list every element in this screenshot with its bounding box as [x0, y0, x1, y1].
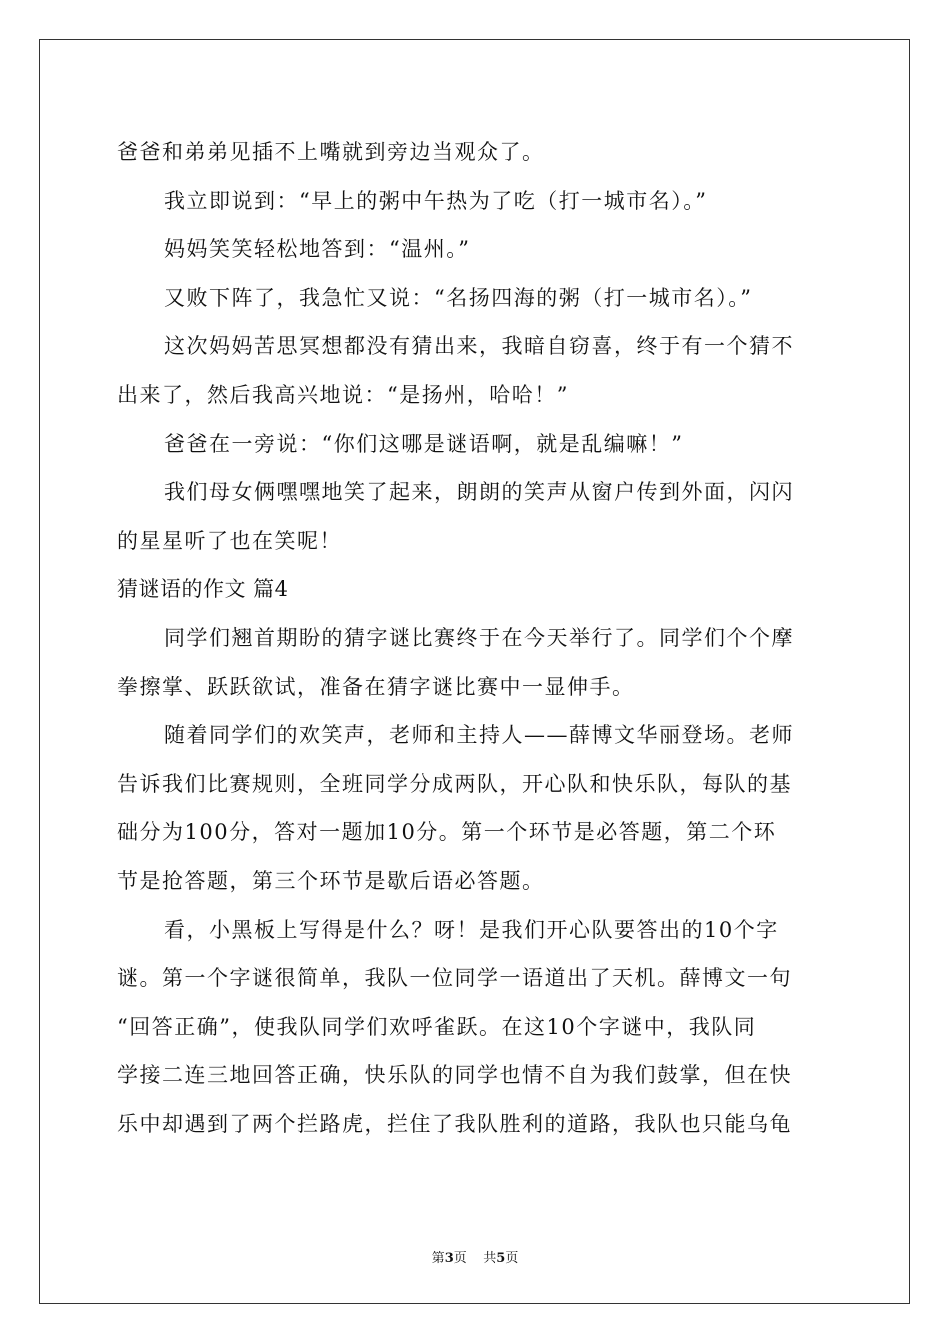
text-line: 我立即说到：“早上的粥中午热为了吃（打一城市名）。”: [164, 188, 708, 213]
text-line: 拳擦掌、跃跃欲试，准备在猜字谜比赛中一显伸手。: [117, 674, 635, 699]
text-line: 爸爸和弟弟见插不上嘴就到旁边当观众了。: [117, 140, 545, 164]
text-line: 谜。第一个字谜很简单，我队一位同学一语道出了天机。薛博文一句: [117, 966, 792, 991]
text-line: 我们母女俩嘿嘿地笑了起来，朗朗的笑声从窗户传到外面，闪闪: [164, 480, 794, 505]
document-body: [117, 128, 833, 1148]
text-line: 同学们翘首期盼的猜字谜比赛终于在今天举行了。同学们个个摩: [164, 625, 794, 650]
text-line: 这次妈妈苦思冥想都没有猜出来，我暗自窃喜，终于有一个猜不: [164, 334, 794, 359]
text-line: 的星星听了也在笑呢！: [117, 528, 342, 553]
footer-mid: 页 共: [453, 1251, 497, 1266]
text-line: 础分为100分，答对一题加10分。第一个环节是必答题，第二个环: [117, 820, 777, 845]
footer-suffix: 页: [505, 1251, 519, 1266]
text-line: 随着同学们的欢笑声，老师和主持人——薛博文华丽登场。老师: [164, 723, 794, 748]
text-line: “回答正确”，使我队同学们欢呼雀跃。在这10个字谜中，我队同: [117, 1014, 757, 1039]
total-page-number: 5: [496, 1251, 506, 1266]
text-line: 告诉我们比赛规则，全班同学分成两队，开心队和快乐队，每队的基: [117, 771, 792, 796]
text-line: 妈妈笑笑轻松地答到：“温州。”: [164, 237, 471, 262]
text-line: 学接二连三地回答正确，快乐队的同学也情不自为我们鼓掌，但在快: [117, 1063, 792, 1088]
section-heading: 猜谜语的作文 篇4: [117, 577, 289, 602]
current-page-number: 3: [444, 1251, 454, 1266]
footer-prefix: 第: [431, 1251, 445, 1266]
text-line: 乐中却遇到了两个拦路虎，拦住了我队胜利的道路，我队也只能乌龟: [117, 1111, 792, 1136]
text-line: 看，小黑板上写得是什么？呀！是我们开心队要答出的10个字: [164, 917, 779, 942]
page-footer: [0, 1247, 950, 1266]
text-line: 出来了，然后我高兴地说：“是扬州，哈哈！”: [117, 382, 569, 407]
text-line: 又败下阵了，我急忙又说：“名扬四海的粥（打一城市名）。”: [164, 285, 753, 310]
text-line: 节是抢答题，第三个环节是歇后语必答题。: [117, 868, 545, 893]
text-line: 爸爸在一旁说：“你们这哪是谜语啊，就是乱编嘛！”: [164, 431, 684, 456]
